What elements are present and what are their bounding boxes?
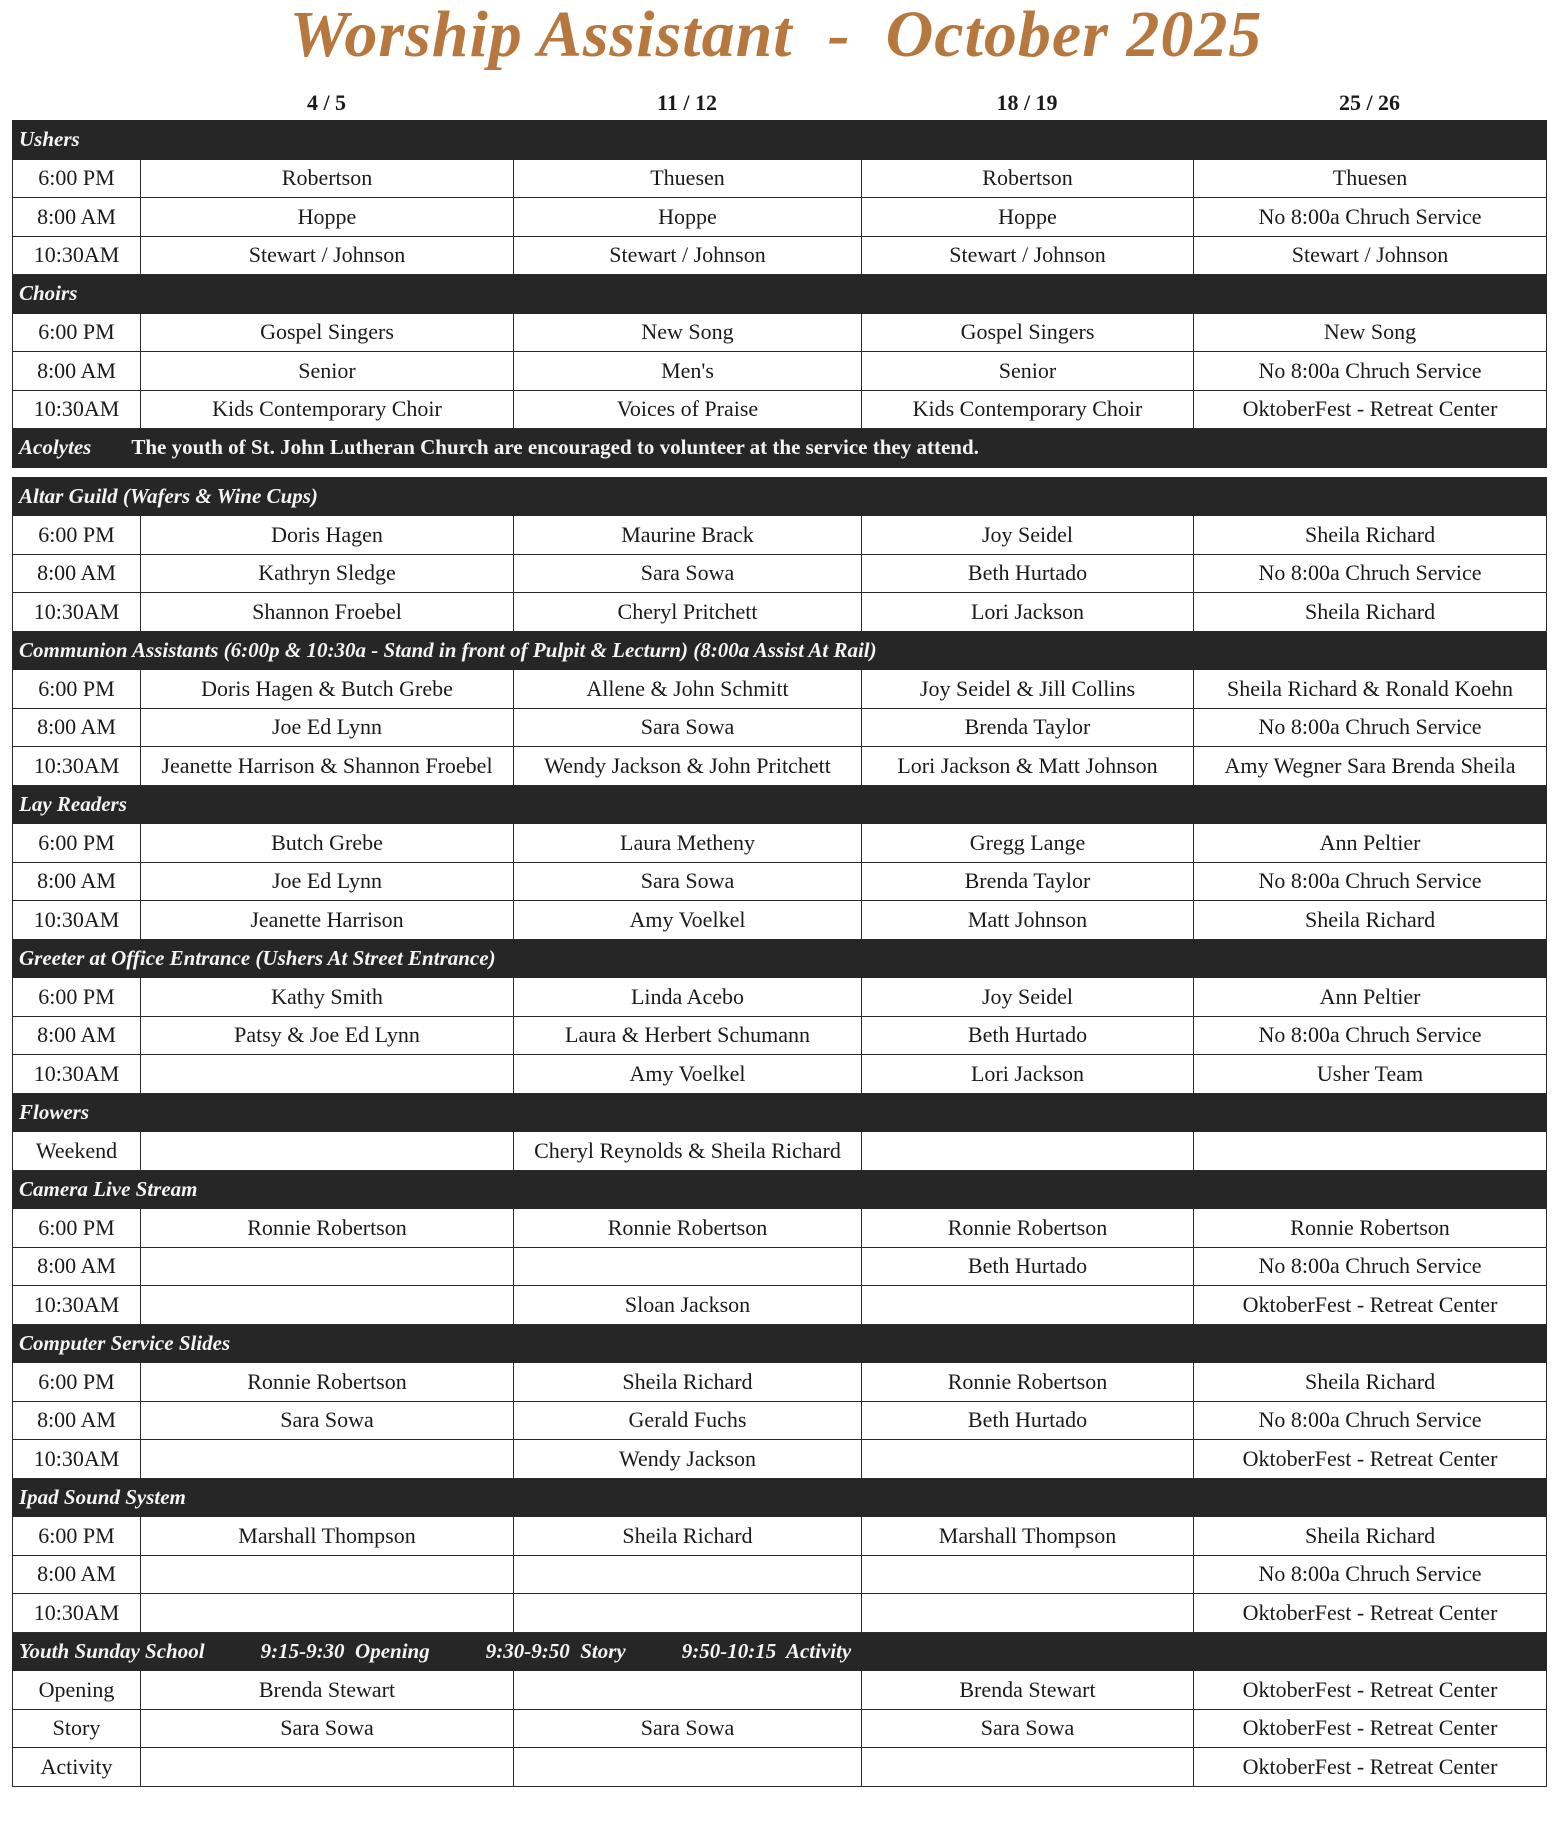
row-time: 6:00 PM bbox=[13, 824, 141, 863]
section-header-camera bbox=[13, 1170, 1547, 1209]
table-cell: No 8:00a Chruch Service bbox=[1194, 708, 1547, 747]
table-cell: Amy Voelkel bbox=[514, 1055, 862, 1094]
table-cell: Brenda Stewart bbox=[141, 1671, 514, 1710]
table-cell: Patsy & Joe Ed Lynn bbox=[141, 1016, 514, 1055]
table-cell: Sara Sowa bbox=[862, 1709, 1194, 1748]
table-cell: OktoberFest - Retreat Center bbox=[1194, 390, 1547, 429]
page-title: Worship Assistant - October 2025 bbox=[289, 0, 1263, 71]
table-cell bbox=[141, 1594, 514, 1633]
acolytes-note: The youth of St. John Lutheran Church are encouraged to volunteer at the service they attend. bbox=[131, 435, 979, 460]
table-row bbox=[13, 824, 1547, 863]
table-cell: Beth Hurtado bbox=[862, 1401, 1194, 1440]
table-cell: Allene & John Schmitt bbox=[514, 670, 862, 709]
table-cell: OktoberFest - Retreat Center bbox=[1194, 1440, 1547, 1479]
row-time: 8:00 AM bbox=[13, 862, 141, 901]
section-title: Communion Assistants (6:00p & 10:30a - Stand in front of Pulpit & Lecturn) (8:00a Assist At Rail) bbox=[13, 631, 1547, 670]
table-cell: Matt Johnson bbox=[862, 901, 1194, 940]
table-cell: Kathy Smith bbox=[141, 978, 514, 1017]
table-cell bbox=[141, 1286, 514, 1325]
table-cell: No 8:00a Chruch Service bbox=[1194, 554, 1547, 593]
table-cell: Ronnie Robertson bbox=[141, 1209, 514, 1248]
row-time: 10:30AM bbox=[13, 747, 141, 786]
table-cell: Jeanette Harrison & Shannon Froebel bbox=[141, 747, 514, 786]
table-cell: No 8:00a Chruch Service bbox=[1194, 1016, 1547, 1055]
table-cell: Ronnie Robertson bbox=[862, 1363, 1194, 1402]
section-header-acolytes bbox=[13, 429, 1547, 468]
row-time: Activity bbox=[13, 1748, 141, 1787]
table-row bbox=[13, 1016, 1547, 1055]
table-cell bbox=[141, 1247, 514, 1286]
table-cell: Stewart / Johnson bbox=[1194, 236, 1547, 275]
table-cell: Kids Contemporary Choir bbox=[141, 390, 514, 429]
table-cell: OktoberFest - Retreat Center bbox=[1194, 1671, 1547, 1710]
table-cell bbox=[862, 1748, 1194, 1787]
table-cell bbox=[514, 1594, 862, 1633]
table-row bbox=[13, 313, 1547, 352]
table-row bbox=[13, 747, 1547, 786]
row-time: 10:30AM bbox=[13, 901, 141, 940]
row-time: 10:30AM bbox=[13, 1055, 141, 1094]
table-cell: Hoppe bbox=[862, 198, 1194, 237]
row-time: 8:00 AM bbox=[13, 198, 141, 237]
table-cell: Beth Hurtado bbox=[862, 1247, 1194, 1286]
table-cell: Joe Ed Lynn bbox=[141, 708, 514, 747]
spacer-cell bbox=[13, 467, 1547, 477]
table-row bbox=[13, 1671, 1547, 1710]
table-cell: Lori Jackson bbox=[862, 593, 1194, 632]
table-cell: Amy Voelkel bbox=[514, 901, 862, 940]
table-cell: Gregg Lange bbox=[862, 824, 1194, 863]
table-cell: Sheila Richard bbox=[1194, 516, 1547, 555]
section-header-flowers bbox=[13, 1093, 1547, 1132]
table-row bbox=[13, 159, 1547, 198]
row-time: 6:00 PM bbox=[13, 516, 141, 555]
section-header-slides bbox=[13, 1324, 1547, 1363]
table-row bbox=[13, 978, 1547, 1017]
table-cell: Ronnie Robertson bbox=[141, 1363, 514, 1402]
table-cell: Ronnie Robertson bbox=[1194, 1209, 1547, 1248]
table-cell: Joy Seidel & Jill Collins bbox=[862, 670, 1194, 709]
table-cell: Sheila Richard bbox=[514, 1517, 862, 1556]
table-row bbox=[13, 352, 1547, 391]
section-header-ushers bbox=[13, 121, 1547, 160]
table-row bbox=[13, 1594, 1547, 1633]
table-cell: No 8:00a Chruch Service bbox=[1194, 352, 1547, 391]
table-cell: No 8:00a Chruch Service bbox=[1194, 1401, 1547, 1440]
table-cell: Hoppe bbox=[141, 198, 514, 237]
schedule-table bbox=[12, 120, 1547, 1787]
table-cell: Linda Acebo bbox=[514, 978, 862, 1017]
table-row bbox=[13, 390, 1547, 429]
table-cell: Gospel Singers bbox=[141, 313, 514, 352]
table-row bbox=[13, 554, 1547, 593]
table-cell: Maurine Brack bbox=[514, 516, 862, 555]
table-cell: Doris Hagen & Butch Grebe bbox=[141, 670, 514, 709]
table-cell bbox=[141, 1132, 514, 1171]
row-time: 8:00 AM bbox=[13, 352, 141, 391]
table-cell bbox=[1194, 1132, 1547, 1171]
section-title: Choirs bbox=[13, 275, 1547, 314]
spacer-row bbox=[13, 467, 1547, 477]
row-time: 6:00 PM bbox=[13, 978, 141, 1017]
row-time: 6:00 PM bbox=[13, 313, 141, 352]
table-cell: Sara Sowa bbox=[141, 1709, 514, 1748]
table-cell bbox=[862, 1286, 1194, 1325]
table-cell: Sheila Richard bbox=[514, 1363, 862, 1402]
table-cell bbox=[862, 1440, 1194, 1479]
table-cell: Beth Hurtado bbox=[862, 554, 1194, 593]
row-time: 6:00 PM bbox=[13, 670, 141, 709]
section-title: Camera Live Stream bbox=[13, 1170, 1547, 1209]
table-cell: Sheila Richard bbox=[1194, 1363, 1547, 1402]
table-cell: Marshall Thompson bbox=[862, 1517, 1194, 1556]
table-cell: Kids Contemporary Choir bbox=[862, 390, 1194, 429]
table-cell: OktoberFest - Retreat Center bbox=[1194, 1709, 1547, 1748]
table-cell: Usher Team bbox=[1194, 1055, 1547, 1094]
table-cell: Voices of Praise bbox=[514, 390, 862, 429]
table-cell: Jeanette Harrison bbox=[141, 901, 514, 940]
table-row bbox=[13, 593, 1547, 632]
table-row bbox=[13, 708, 1547, 747]
table-cell: Sara Sowa bbox=[514, 862, 862, 901]
table-cell: Joy Seidel bbox=[862, 516, 1194, 555]
table-cell: Wendy Jackson & John Pritchett bbox=[514, 747, 862, 786]
date-header-row bbox=[0, 86, 1552, 120]
date-week-1: 4 / 5 bbox=[306, 90, 347, 115]
table-cell: Sheila Richard bbox=[1194, 593, 1547, 632]
table-cell: Beth Hurtado bbox=[862, 1016, 1194, 1055]
table-cell: Lori Jackson & Matt Johnson bbox=[862, 747, 1194, 786]
section-title: Altar Guild (Wafers & Wine Cups) bbox=[13, 477, 1547, 516]
table-cell: Sloan Jackson bbox=[514, 1286, 862, 1325]
table-row bbox=[13, 1555, 1547, 1594]
table-row bbox=[13, 862, 1547, 901]
row-time: 6:00 PM bbox=[13, 159, 141, 198]
row-time: 10:30AM bbox=[13, 236, 141, 275]
table-cell: Robertson bbox=[141, 159, 514, 198]
youth-time-story: 9:30-9:50 Story bbox=[485, 1638, 626, 1663]
table-cell: Senior bbox=[141, 352, 514, 391]
row-time: Story bbox=[13, 1709, 141, 1748]
section-title: Acolytes bbox=[19, 435, 92, 460]
table-cell: No 8:00a Chruch Service bbox=[1194, 1555, 1547, 1594]
table-cell: Amy Wegner Sara Brenda Sheila bbox=[1194, 747, 1547, 786]
table-cell: Sara Sowa bbox=[514, 554, 862, 593]
section-title: Youth Sunday School bbox=[19, 1638, 205, 1663]
table-cell: Wendy Jackson bbox=[514, 1440, 862, 1479]
section-header-choirs bbox=[13, 275, 1547, 314]
row-time: 6:00 PM bbox=[13, 1517, 141, 1556]
table-cell: Ronnie Robertson bbox=[514, 1209, 862, 1248]
table-cell bbox=[862, 1132, 1194, 1171]
table-cell: OktoberFest - Retreat Center bbox=[1194, 1748, 1547, 1787]
date-week-2: 11 / 12 bbox=[657, 90, 717, 115]
table-cell bbox=[514, 1748, 862, 1787]
table-cell: Stewart / Johnson bbox=[862, 236, 1194, 275]
table-cell bbox=[141, 1055, 514, 1094]
table-cell: Sara Sowa bbox=[514, 708, 862, 747]
row-time: 8:00 AM bbox=[13, 1247, 141, 1286]
table-cell: No 8:00a Chruch Service bbox=[1194, 198, 1547, 237]
section-title: Flowers bbox=[13, 1093, 1547, 1132]
section-title: Greeter at Office Entrance (Ushers At Street Entrance) bbox=[13, 939, 1547, 978]
table-cell: OktoberFest - Retreat Center bbox=[1194, 1286, 1547, 1325]
section-title: Ipad Sound System bbox=[13, 1478, 1547, 1517]
table-row bbox=[13, 1401, 1547, 1440]
table-cell: Laura & Herbert Schumann bbox=[514, 1016, 862, 1055]
date-week-3: 18 / 19 bbox=[996, 90, 1058, 115]
row-time: Weekend bbox=[13, 1132, 141, 1171]
table-cell: Sara Sowa bbox=[514, 1709, 862, 1748]
row-time: 10:30AM bbox=[13, 1286, 141, 1325]
table-cell: Sheila Richard bbox=[1194, 901, 1547, 940]
table-cell: Kathryn Sledge bbox=[141, 554, 514, 593]
table-cell: Senior bbox=[862, 352, 1194, 391]
section-header-sound bbox=[13, 1478, 1547, 1517]
table-row bbox=[13, 1209, 1547, 1248]
section-title: Computer Service Slides bbox=[13, 1324, 1547, 1363]
section-title: Lay Readers bbox=[13, 785, 1547, 824]
table-cell: Men's bbox=[514, 352, 862, 391]
table-cell: New Song bbox=[1194, 313, 1547, 352]
table-row bbox=[13, 1286, 1547, 1325]
table-row bbox=[13, 1709, 1547, 1748]
section-header-altar-guild bbox=[13, 477, 1547, 516]
row-time: 8:00 AM bbox=[13, 1016, 141, 1055]
table-cell: Joe Ed Lynn bbox=[141, 862, 514, 901]
table-cell: Sheila Richard bbox=[1194, 1517, 1547, 1556]
table-row bbox=[13, 901, 1547, 940]
table-cell: Butch Grebe bbox=[141, 824, 514, 863]
table-cell: Sheila Richard & Ronald Koehn bbox=[1194, 670, 1547, 709]
table-row bbox=[13, 1440, 1547, 1479]
table-row bbox=[13, 516, 1547, 555]
table-row bbox=[13, 1517, 1547, 1556]
acolytes-cell bbox=[13, 429, 1547, 468]
table-cell: Brenda Taylor bbox=[862, 708, 1194, 747]
table-row bbox=[13, 1748, 1547, 1787]
row-time: Opening bbox=[13, 1671, 141, 1710]
row-time: 6:00 PM bbox=[13, 1209, 141, 1248]
table-cell: Brenda Taylor bbox=[862, 862, 1194, 901]
table-cell: Cheryl Pritchett bbox=[514, 593, 862, 632]
row-time: 10:30AM bbox=[13, 593, 141, 632]
table-row bbox=[13, 1363, 1547, 1402]
table-cell: OktoberFest - Retreat Center bbox=[1194, 1594, 1547, 1633]
table-cell: Hoppe bbox=[514, 198, 862, 237]
table-cell bbox=[141, 1440, 514, 1479]
table-cell bbox=[514, 1555, 862, 1594]
table-cell: Ronnie Robertson bbox=[862, 1209, 1194, 1248]
row-time: 10:30AM bbox=[13, 390, 141, 429]
section-header-greeter bbox=[13, 939, 1547, 978]
table-cell: Ann Peltier bbox=[1194, 978, 1547, 1017]
table-cell: No 8:00a Chruch Service bbox=[1194, 862, 1547, 901]
table-cell: Stewart / Johnson bbox=[141, 236, 514, 275]
youth-time-activity: 9:50-10:15 Activity bbox=[681, 1638, 852, 1663]
table-cell: Sara Sowa bbox=[141, 1401, 514, 1440]
table-cell: Marshall Thompson bbox=[141, 1517, 514, 1556]
table-row bbox=[13, 1247, 1547, 1286]
table-cell: Shannon Froebel bbox=[141, 593, 514, 632]
table-cell bbox=[514, 1671, 862, 1710]
youth-time-opening: 9:15-9:30 Opening bbox=[260, 1638, 430, 1663]
table-cell bbox=[862, 1594, 1194, 1633]
table-cell: Gospel Singers bbox=[862, 313, 1194, 352]
section-header-lay-readers bbox=[13, 785, 1547, 824]
row-time: 8:00 AM bbox=[13, 708, 141, 747]
schedule-table-wrap bbox=[12, 120, 1546, 1787]
table-cell: Laura Metheny bbox=[514, 824, 862, 863]
section-title: Ushers bbox=[13, 121, 1547, 160]
table-row bbox=[13, 1132, 1547, 1171]
table-cell: New Song bbox=[514, 313, 862, 352]
row-time: 8:00 AM bbox=[13, 1555, 141, 1594]
table-cell: Ann Peltier bbox=[1194, 824, 1547, 863]
table-cell: Lori Jackson bbox=[862, 1055, 1194, 1094]
table-cell: Gerald Fuchs bbox=[514, 1401, 862, 1440]
table-row bbox=[13, 198, 1547, 237]
row-time: 10:30AM bbox=[13, 1594, 141, 1633]
table-cell bbox=[141, 1555, 514, 1594]
table-cell: Cheryl Reynolds & Sheila Richard bbox=[514, 1132, 862, 1171]
section-header-communion bbox=[13, 631, 1547, 670]
row-time: 8:00 AM bbox=[13, 554, 141, 593]
row-time: 10:30AM bbox=[13, 1440, 141, 1479]
table-row bbox=[13, 1055, 1547, 1094]
table-cell: Brenda Stewart bbox=[862, 1671, 1194, 1710]
table-row bbox=[13, 670, 1547, 709]
row-time: 8:00 AM bbox=[13, 1401, 141, 1440]
table-cell bbox=[862, 1555, 1194, 1594]
table-cell: Joy Seidel bbox=[862, 978, 1194, 1017]
table-cell: Thuesen bbox=[514, 159, 862, 198]
youth-header-cell bbox=[13, 1632, 1547, 1671]
table-row bbox=[13, 236, 1547, 275]
table-cell: Thuesen bbox=[1194, 159, 1547, 198]
date-week-4: 25 / 26 bbox=[1338, 90, 1401, 115]
table-cell: No 8:00a Chruch Service bbox=[1194, 1247, 1547, 1286]
row-time: 6:00 PM bbox=[13, 1363, 141, 1402]
section-header-youth bbox=[13, 1632, 1547, 1671]
table-cell: Doris Hagen bbox=[141, 516, 514, 555]
table-cell: Stewart / Johnson bbox=[514, 236, 862, 275]
table-cell bbox=[514, 1247, 862, 1286]
table-cell bbox=[141, 1748, 514, 1787]
table-cell: Robertson bbox=[862, 159, 1194, 198]
